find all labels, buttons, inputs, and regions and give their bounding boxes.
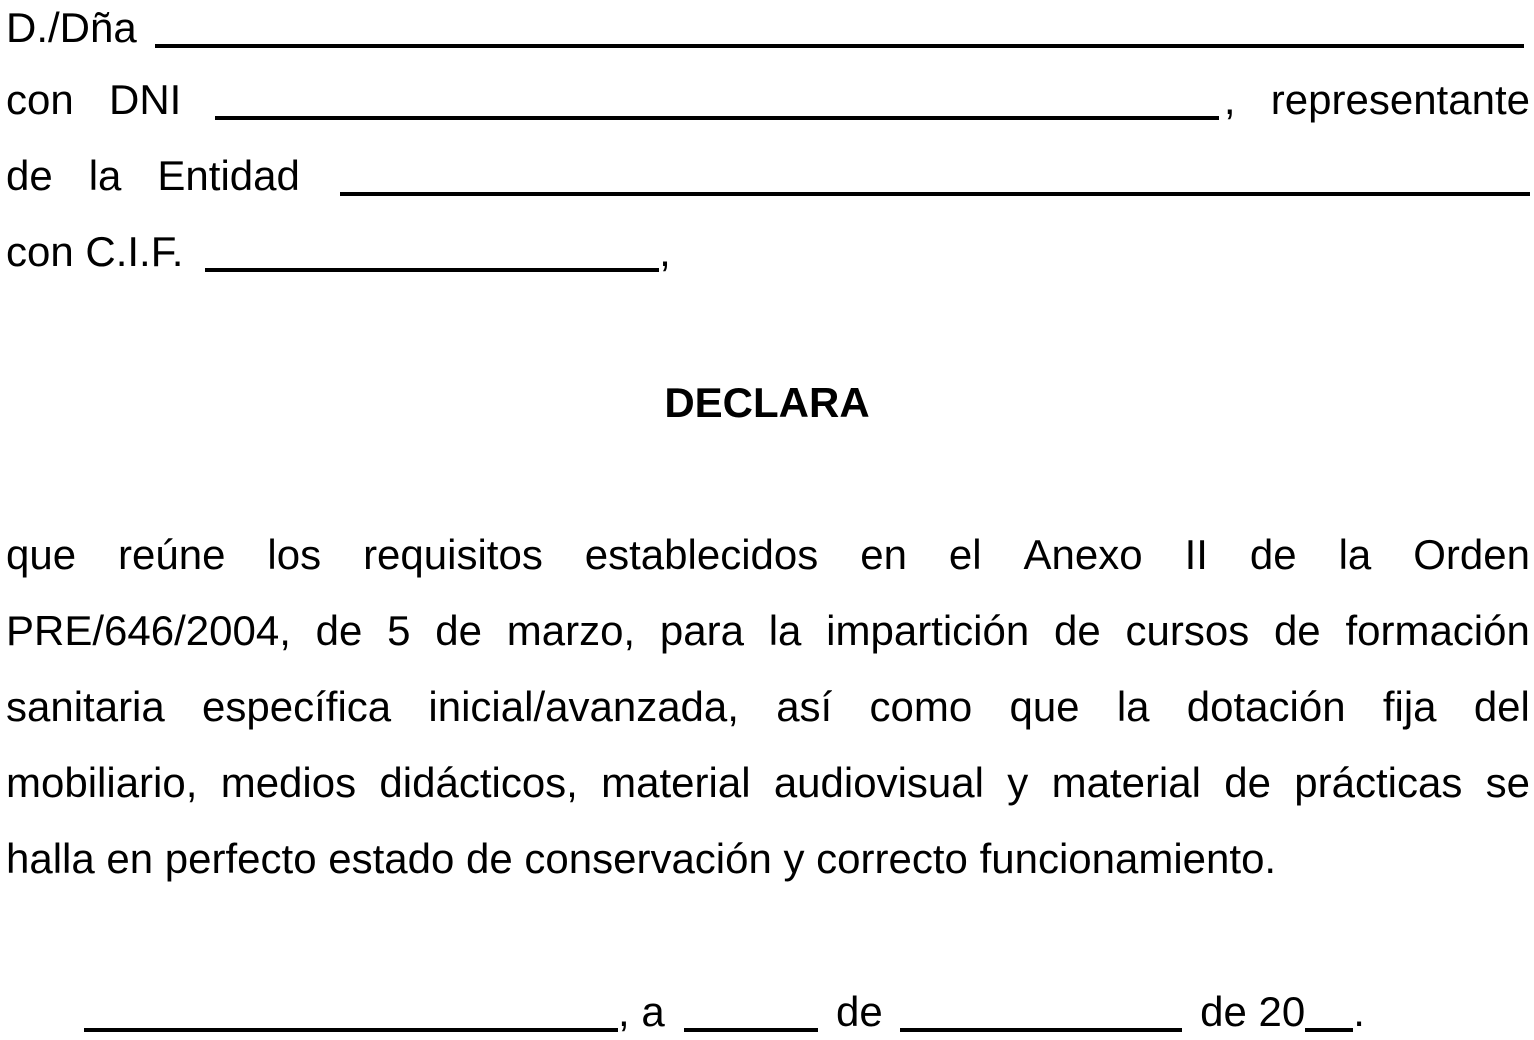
paragraph-word: la	[1116, 683, 1150, 730]
paragraph-word: así	[776, 683, 833, 730]
paragraph-word: marzo,	[506, 607, 636, 654]
cif-line	[6, 224, 1530, 278]
paragraph-word: impartición	[826, 607, 1030, 654]
dni-label: DNI	[108, 76, 182, 123]
paragraph-word: fija	[1382, 683, 1437, 730]
paragraph-line	[6, 756, 1530, 810]
paragraph-word: material	[1051, 759, 1201, 806]
paragraph-word: Anexo	[1023, 531, 1143, 578]
place-field[interactable]	[84, 990, 618, 1032]
de-label-2: de 20	[1200, 988, 1306, 1035]
cif-comma: ,	[659, 228, 671, 275]
paragraph-word: dotación	[1186, 683, 1346, 730]
paragraph-word: el	[948, 531, 982, 578]
paragraph-word: mobiliario,	[6, 759, 198, 806]
paragraph-word: material	[601, 759, 751, 806]
declaration-title: DECLARA	[664, 379, 870, 426]
dni-label-con: con	[6, 76, 74, 123]
paragraph-word: inicial/avanzada,	[428, 683, 739, 730]
paragraph-word: del	[1473, 683, 1530, 730]
paragraph-word: que	[6, 531, 77, 578]
entity-label-la: la	[88, 152, 122, 199]
dni-field[interactable]	[215, 78, 1219, 120]
paragraph-word: sanitaria	[6, 683, 165, 730]
paragraph-word: didácticos,	[379, 759, 578, 806]
entity-field[interactable]	[340, 154, 1530, 196]
paragraph-word: la	[1338, 531, 1372, 578]
paragraph-word: de	[1224, 759, 1271, 806]
paragraph-word: de	[1249, 531, 1297, 578]
paragraph-word: medios	[220, 759, 357, 806]
cif-label: con C.I.F.	[6, 228, 184, 275]
paragraph-word: específica	[202, 683, 392, 730]
dni-line	[6, 72, 1530, 126]
name-label: D./Dña	[6, 4, 137, 51]
de-label-1: de	[836, 988, 883, 1035]
day-field[interactable]	[684, 990, 818, 1032]
paragraph-line	[6, 528, 1530, 582]
name-line	[6, 0, 1530, 54]
paragraph-word: como	[869, 683, 973, 730]
paragraph-word: PRE/646/2004,	[6, 607, 291, 654]
cif-field[interactable]	[205, 230, 659, 272]
paragraph-word: audiovisual	[773, 759, 984, 806]
paragraph-line-last	[6, 832, 1530, 886]
entity-label-de: de	[6, 152, 53, 199]
paragraph-word: prácticas	[1294, 759, 1463, 806]
paragraph-word: y	[1007, 759, 1029, 806]
place-comma: , a	[618, 988, 665, 1035]
paragraph-word: 5	[387, 607, 411, 654]
paragraph-line	[6, 604, 1530, 658]
paragraph-word: de	[315, 607, 363, 654]
place-date-line	[84, 984, 1365, 1039]
entity-label: Entidad	[157, 152, 300, 199]
paragraph-text: halla en perfecto estado de conservación y correcto funcionamiento.	[6, 835, 1277, 882]
date-period: .	[1353, 988, 1365, 1035]
paragraph-word: reúne	[118, 531, 226, 578]
year-field[interactable]	[1305, 990, 1353, 1032]
dni-comma: ,	[1223, 76, 1236, 123]
paragraph-word: de	[1273, 607, 1321, 654]
paragraph-word: requisitos	[363, 531, 543, 578]
month-field[interactable]	[900, 990, 1182, 1032]
name-field[interactable]	[155, 6, 1524, 48]
paragraph-word: que	[1009, 683, 1080, 730]
representante-label: representante	[1270, 76, 1530, 123]
paragraph-word: establecidos	[584, 531, 819, 578]
paragraph-word: los	[267, 531, 322, 578]
paragraph-word: de	[1054, 607, 1101, 654]
paragraph-word: cursos	[1125, 607, 1250, 654]
paragraph-word: formación	[1345, 607, 1530, 654]
paragraph-word: de	[435, 607, 482, 654]
paragraph-word: la	[768, 607, 802, 654]
paragraph-word: para	[659, 607, 744, 654]
paragraph-word: se	[1485, 759, 1530, 806]
paragraph-word: Orden	[1413, 531, 1530, 578]
paragraph-word: en	[860, 531, 907, 578]
entity-line	[6, 148, 1530, 202]
paragraph-word: II	[1184, 531, 1208, 578]
paragraph-line	[6, 680, 1530, 734]
